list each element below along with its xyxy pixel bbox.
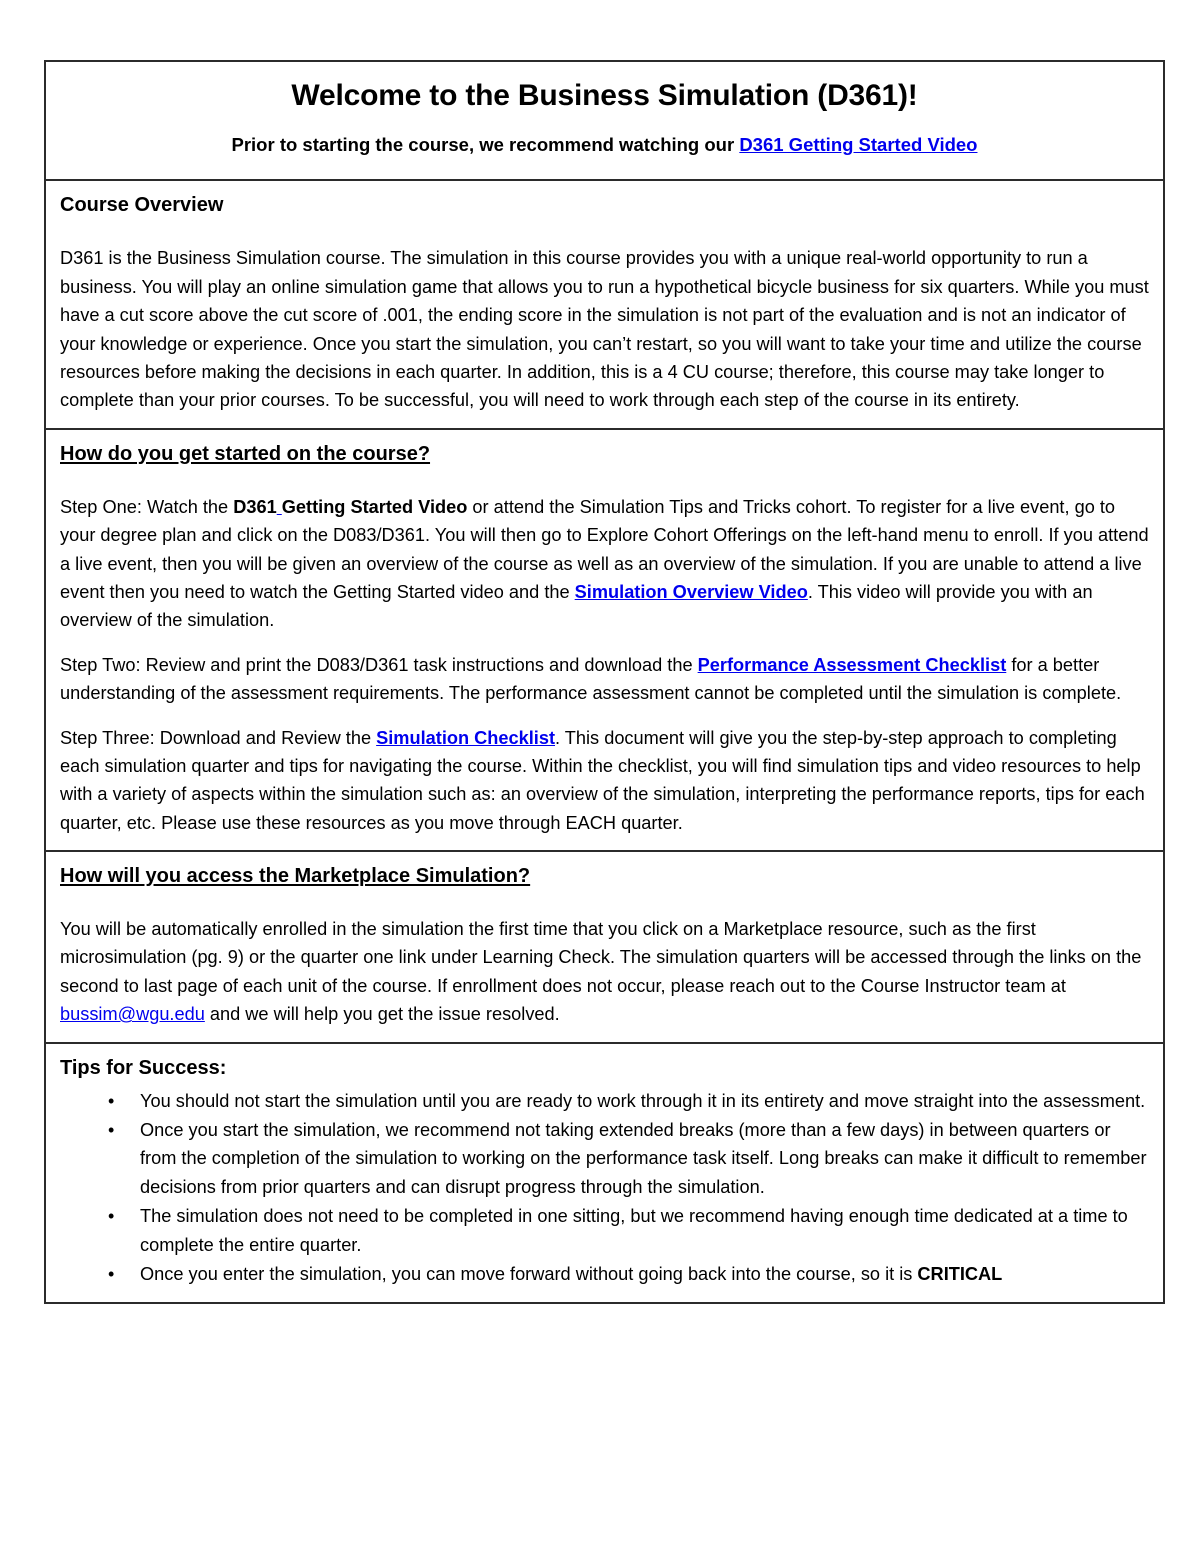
step-one-suffix-text: . This video will provide you with an overview of the simulation. <box>60 581 1093 631</box>
tips-for-success-heading: Tips for Success: <box>60 1056 227 1079</box>
d361-getting-started-video-link[interactable]: D361 Getting Started Video <box>739 134 978 156</box>
get-started-heading: How do you get started on the course? <box>60 442 431 465</box>
step-three-prefix-text: Step Three: Download and Review the <box>60 727 377 748</box>
course-overview-heading: Course Overview <box>60 194 224 217</box>
bullet-icon: • <box>108 1120 115 1141</box>
bullet-icon: • <box>108 1090 115 1111</box>
bullet-icon: • <box>108 1206 115 1227</box>
tips-for-success-section <box>46 1044 1163 1303</box>
course-overview-section <box>46 181 1163 429</box>
spacer <box>60 224 1149 244</box>
marketplace-suffix-text: and we will help you get the issue resolved. <box>204 1004 560 1025</box>
list-item <box>60 1202 1149 1259</box>
marketplace-access-paragraph <box>60 915 1149 1029</box>
tip-text-bold-critical: CRITICAL <box>917 1263 1003 1284</box>
simulation-overview-video-link[interactable]: Simulation Overview Video <box>574 581 808 602</box>
step-one-bold-d361: D361 <box>233 496 277 517</box>
subtitle-prefix-text: Prior to starting the course, we recommend watching our <box>231 134 740 156</box>
list-item <box>60 1116 1149 1201</box>
title-section <box>46 62 1163 181</box>
spacer <box>60 895 1149 915</box>
step-one-bold-getting-started-video: Getting Started Video <box>281 496 468 517</box>
step-one-middle-text: or attend the Simulation Tips and Tricks cohort. To register for a live event, go to your degree plan and click on the D083/D361. You will then go to Explore Cohort Offerings on the left-hand menu to enroll. If you attend a live event, then you will be given an overview of the course as well as an overview of the simulation. If you are unable to attend a live event then you need to watch the Getting Started video and the <box>60 496 1149 602</box>
list-item <box>60 1087 1149 1115</box>
bullet-icon: • <box>108 1263 115 1284</box>
bussim-email-link[interactable]: bussim@wgu.edu <box>60 1004 205 1025</box>
marketplace-access-heading: How will you access the Marketplace Simulation? <box>60 865 531 888</box>
spacer <box>60 473 1149 493</box>
simulation-checklist-link[interactable]: Simulation Checklist <box>376 727 556 748</box>
tip-text: Once you enter the simulation, you can move forward without going back into the course, so it is <box>140 1263 918 1284</box>
tips-list <box>60 1087 1149 1289</box>
course-overview-paragraph: D361 is the Business Simulation course. The simulation in this course provides you with a unique real-world opportunity to run a business. You will play an online simulation game that allows you to run a hypothetical bicycle business for six quarters. While you must have a cut score above the cut score of .001, the ending score in the simulation is not part of the evaluation and is not an indicator of your knowledge or experience. Once you start the simulation, you can’t restart, so you will want to take your time and utilize the course resources before making the decisions in each quarter. In addition, this is a 4 CU course; therefore, this course may take longer to complete than your prior courses. To be successful, you will need to work through each step of the course in its entirety. <box>60 248 1149 411</box>
step-two-prefix-text: Step Two: Review and print the D083/D361 task instructions and download the <box>60 654 698 675</box>
marketplace-prefix-text: You will be automatically enrolled in the simulation the first time that you click on a Marketplace resource, such as the first microsimulation (pg. 9) or the quarter one link under Learning Check. The simulation quarters will be accessed through the links on the second to last page of each unit of the course. If enrollment does not occur, please reach out to the Course Instructor team at <box>60 919 1142 996</box>
step-one-paragraph <box>60 493 1149 635</box>
document-table <box>44 60 1165 1304</box>
step-three-suffix-text: . This document will give you the step-by-step approach to completing each simulation quarter and tips for navigating the course. Within the checklist, you will find simulation tips and video resources to help with a variety of aspects within the simulation such as: an overview of the simulation, interpreting the performance reports, tips for each quarter, etc. Please use these resources as you move through EACH quarter. <box>60 727 1145 833</box>
subtitle-line <box>60 133 1149 157</box>
page-title: Welcome to the Business Simulation (D361)! <box>291 79 918 112</box>
marketplace-access-section <box>46 852 1163 1044</box>
step-one-prefix-text: Step One: Watch the <box>60 496 234 517</box>
tip-text: Once you start the simulation, we recommend not taking extended breaks (more than a few days) in between quarters or from the completion of the simulation to working on the performance task itself. Long breaks can make it difficult to remember decisions from prior quarters and can disrupt progress through the simulation. <box>140 1120 1147 1197</box>
step-two-suffix-text: for a better understanding of the assessment requirements. The performance assessment cannot be completed until the simulation is complete. <box>60 654 1122 704</box>
list-item <box>60 1260 1149 1288</box>
performance-assessment-checklist-link[interactable]: Performance Assessment Checklist <box>697 654 1007 675</box>
tip-text: The simulation does not need to be completed in one sitting, but we recommend having enough time dedicated at a time to complete the entire quarter. <box>140 1206 1128 1255</box>
step-three-paragraph <box>60 724 1149 838</box>
tip-text: You should not start the simulation until you are ready to work through it in its entirety and move straight into the assessment. <box>140 1090 1146 1111</box>
step-two-paragraph <box>60 651 1149 708</box>
get-started-section <box>46 430 1163 852</box>
